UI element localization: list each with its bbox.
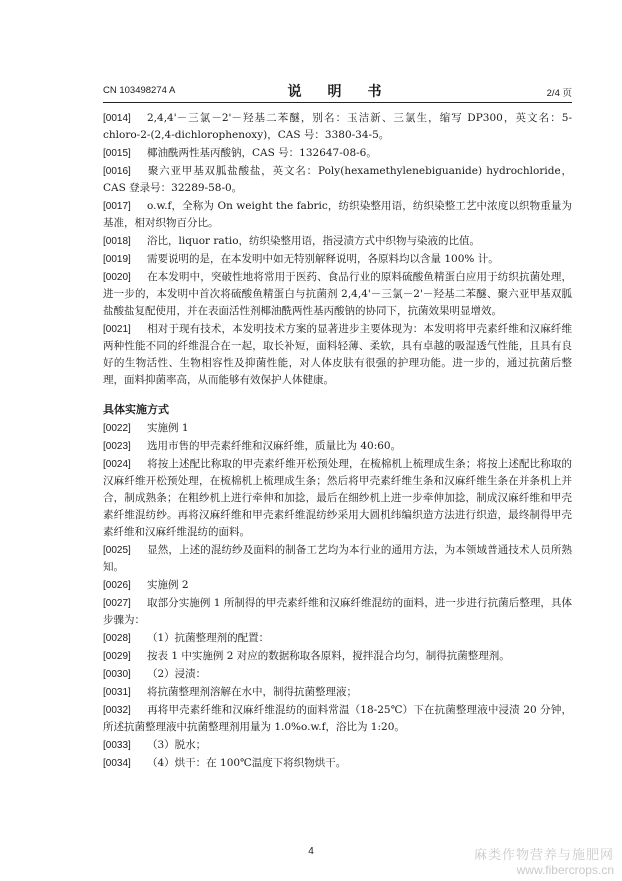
paragraph-number: [0031]	[103, 687, 131, 698]
paragraph	[103, 755, 572, 772]
paragraph-number: [0019]	[103, 254, 131, 265]
paragraph-number: [0033]	[103, 740, 131, 751]
paragraph-text: 将抗菌整理剂溶解在水中，制得抗菌整理液；	[147, 686, 357, 698]
paragraph-number: [0029]	[103, 651, 131, 662]
paragraph-number: [0026]	[103, 580, 131, 591]
paragraph-text: 相对于现有技术，本发明技术方案的显著进步主要体现为：本发明将甲壳素纤维和汉麻纤维两种性能不同的纤维混合在一起，取长补短，面料轻薄、柔软，具有卓越的吸湿透气性能，且具有良好的生物活性、生物相容性及抑菌性能，对人体皮肤有很强的护理功能。进一步的，通过抗菌后整理，面料抑菌率高，从而能够有效保护人体健康。	[103, 323, 572, 386]
page-indicator: 2/4 页	[546, 88, 572, 99]
paragraph-number: [0024]	[103, 459, 131, 470]
paragraph-text: 按表 1 中实施例 2 对应的数据称取各原料，搅拌混合均匀，制得抗菌整理剂。	[147, 650, 510, 662]
paragraph-group-1	[103, 110, 572, 389]
paragraph-text: 聚六亚甲基双胍盐酸盐，英文名：Poly(hexamethylenebiguanide) hydrochloride，CAS 登录号：32289-58-0。	[103, 165, 572, 194]
paragraph	[103, 648, 572, 665]
paragraph-number: [0034]	[103, 758, 131, 769]
paragraph-text: 再将甲壳素纤维和汉麻纤维混纺的面料常温（18-25℃）下在抗菌整理液中浸渍 20 分钟，所述抗菌整理液中抗菌整理剂用量为 1.0%o.w.f，浴比为 1:20。	[103, 704, 572, 733]
paragraph-text: 将按上述配比称取的甲壳素纤维开松预处理，在梳棉机上梳理成生条；将按上述配比称取的汉麻纤维开松预处理，在梳棉机上梳理成生条；然后将甲壳素纤维生条和汉麻纤维生条在并条机上并合，制成熟条；在粗纱机上进行牵伸和加捻，最后在细纱机上进一步牵伸加捻，制成汉麻纤维和甲壳素纤维混纺纱。再将汉麻纤维和甲壳素纤维混纺纱采用大圆机纬编织造方法进行织造，最终制得甲壳素纤维和汉麻纤维混纺的面料。	[103, 458, 572, 538]
paragraph	[103, 702, 572, 736]
paragraph-number: [0014]	[103, 113, 131, 124]
page-header	[103, 83, 572, 103]
paragraph-text: o.w.f，全称为 On weight the fabric，纺织染整用语，纺织染整工艺中浓度以织物重量为基准，相对织物百分比。	[103, 200, 572, 229]
paragraph-text: 椰油酰两性基丙酸钠，CAS 号：132647-08-6。	[147, 147, 377, 159]
paragraph-number: [0020]	[103, 272, 131, 283]
paragraph	[103, 321, 572, 389]
paragraph-text: 取部分实施例 1 所制得的甲壳素纤维和汉麻纤维混纺的面料，进一步进行抗菌后整理，具体步骤为：	[103, 597, 572, 626]
paragraph	[103, 595, 572, 629]
paragraph-number: [0015]	[103, 148, 131, 159]
paragraph-text: 显然，上述的混纺纱及面料的制备工艺均为本行业的通用方法，为本领域普通技术人员所熟知。	[103, 544, 572, 573]
paragraph	[103, 233, 572, 250]
page-number: 4	[308, 846, 314, 857]
paragraph-text: 需要说明的是，在本发明中如无特别解释说明，各原料均以含量 100% 计。	[147, 253, 499, 265]
paragraph	[103, 110, 572, 144]
document-title: 说 明 书	[287, 84, 388, 100]
paragraph-text: 浴比，liquor ratio，纺织染整用语，指浸渍方式中织物与染液的比值。	[147, 235, 481, 247]
paragraph-group-2	[103, 420, 572, 772]
paragraph-number: [0017]	[103, 201, 131, 212]
paragraph	[103, 737, 572, 754]
paragraph-number: [0027]	[103, 598, 131, 609]
paragraph-number: [0028]	[103, 633, 131, 644]
paragraph-number: [0016]	[103, 166, 131, 177]
paragraph-number: [0032]	[103, 705, 131, 716]
paragraph	[103, 163, 572, 197]
paragraph-number: [0030]	[103, 669, 131, 680]
paragraph-number: [0018]	[103, 236, 131, 247]
paragraph-text: （1）抗菌整理剂的配置：	[147, 632, 270, 644]
paragraph-text: 在本发明中，突破性地将常用于医药、食品行业的原料硫酸鱼精蛋白应用于纺织抗菌处理，进一步的，本发明中首次将硫酸鱼精蛋白与抗菌剂 2,4,4'－三氯－2'－羟基二苯醚、聚六亚甲基双胍盐酸盐复配使用，并在表面活性剂椰油酰两性基丙酸钠的协同下，抗菌效果明显增效。	[103, 271, 572, 317]
patent-number: CN 103498274 A	[103, 85, 176, 96]
paragraph	[103, 666, 572, 683]
watermark-site-name: 麻类作物营养与施肥网	[473, 847, 614, 862]
paragraph	[103, 145, 572, 162]
paragraph-text: （2）浸渍：	[147, 668, 207, 680]
paragraph	[103, 251, 572, 268]
watermark	[474, 844, 614, 877]
paragraph	[103, 684, 572, 701]
paragraph-text: 实施例 1	[147, 422, 189, 434]
paragraph-number: [0025]	[103, 545, 131, 556]
paragraph-text: 选用市售的甲壳素纤维和汉麻纤维，质量比为 40:60。	[147, 440, 402, 452]
paragraph	[103, 198, 572, 232]
paragraph-text: （3）脱水；	[147, 739, 207, 751]
paragraph	[103, 577, 572, 594]
paragraph	[103, 542, 572, 576]
header-rule	[103, 102, 572, 103]
section-heading: 具体实施方式	[103, 403, 169, 416]
paragraph	[103, 269, 572, 320]
paragraph	[103, 420, 572, 437]
paragraph	[103, 630, 572, 647]
paragraph-number: [0022]	[103, 423, 131, 434]
document-body	[103, 110, 572, 773]
watermark-url: www.fibercrops.cn	[516, 863, 614, 877]
paragraph-text: （4）烘干：在 100℃温度下将织物烘干。	[147, 757, 347, 769]
paragraph-number: [0023]	[103, 441, 131, 452]
paragraph	[103, 438, 572, 455]
paragraph	[103, 456, 572, 541]
paragraph-number: [0021]	[103, 324, 131, 335]
paragraph-text: 2,4,4'－三氯－2'－羟基二苯醚，别名：玉洁新、三氯生，缩写 DP300，英文名：5-chloro-2-(2,4-dichlorophenoxy)，CAS 号：3380-34-5。	[103, 112, 572, 141]
paragraph-text: 实施例 2	[147, 579, 189, 591]
